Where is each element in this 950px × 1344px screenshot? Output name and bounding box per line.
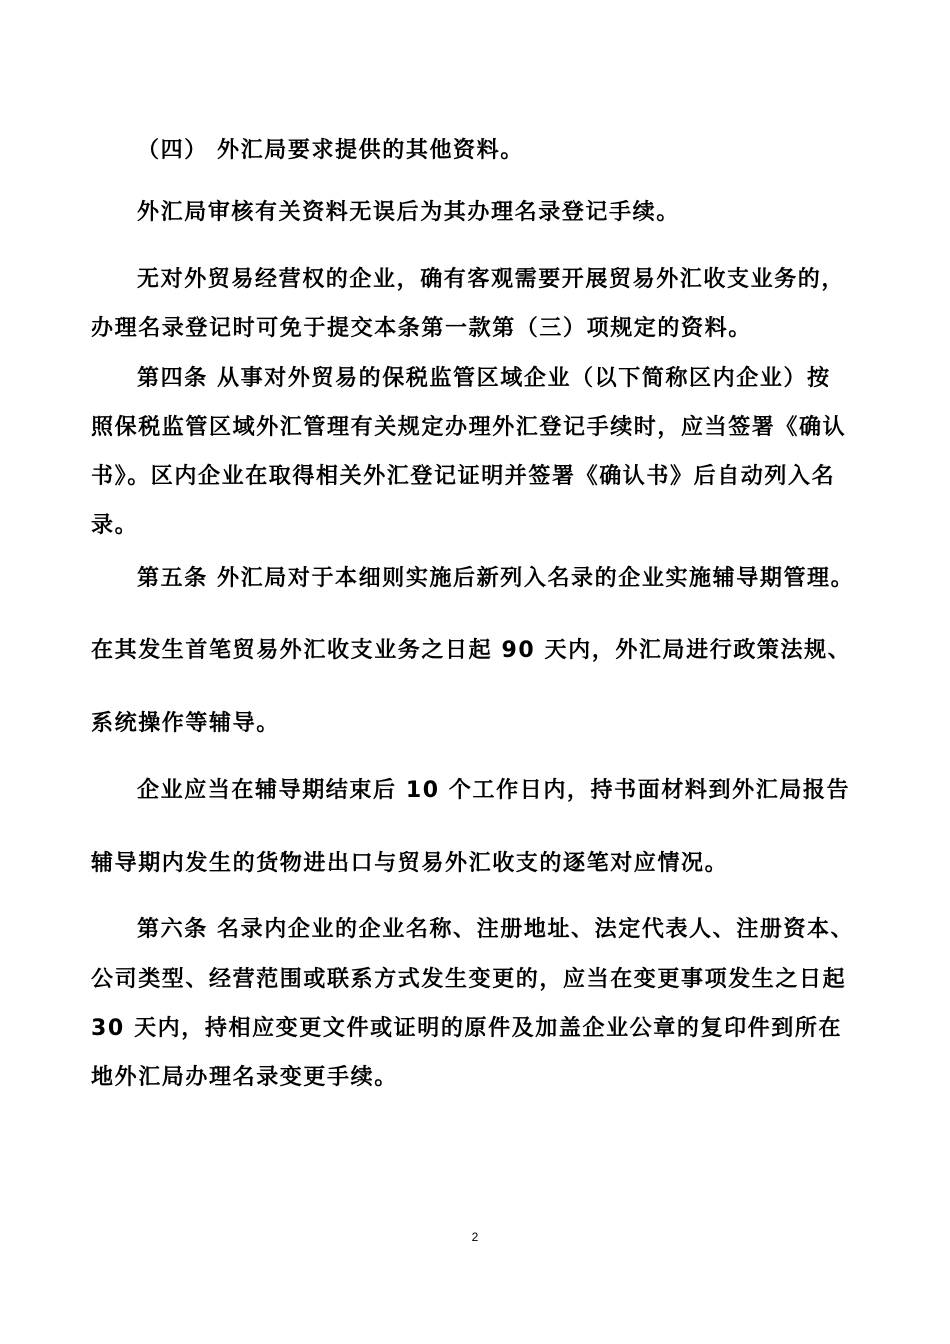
article-4-line-1: 第四条 从事对外贸易的保税监管区域企业（以下简称区内企业）按 (137, 366, 831, 391)
article-6-line-4: 地外汇局办理名录变更手续。 (91, 1065, 398, 1090)
page-number: 2 (471, 1230, 479, 1244)
text-line-2: 外汇局审核有关资料无误后为其办理名录登记手续。 (137, 200, 680, 225)
article-4-line-4: 录。 (91, 513, 139, 538)
text-line-1: （四） 外汇局要求提供的其他资料。 (137, 138, 524, 163)
text-line-13: 辅导期内发生的货物进出口与贸易外汇收支的逐笔对应情况。 (91, 851, 729, 876)
article-6-line-3: 30 天内，持相应变更文件或证明的原件及加盖企业公章的复印件到所在 (91, 1016, 843, 1041)
article-4-line-2: 照保税监管区域外汇管理有关规定办理外汇登记手续时，应当签署《确认 (91, 415, 847, 440)
text-line-3: 无对外贸易经营权的企业，确有客观需要开展贸易外汇收支业务的， (137, 267, 846, 292)
text-line-12: 企业应当在辅导期结束后 10 个工作日内，持书面材料到外汇局报告 (137, 778, 851, 803)
text-line-4: 办理名录登记时可免于提交本条第一款第（三）项规定的资料。 (91, 316, 752, 341)
article-5-line-1: 第五条 外汇局对于本细则实施后新列入名录的企业实施辅导期管理。 (137, 566, 855, 591)
article-5-line-2: 在其发生首笔贸易外汇收支业务之日起 90 天内，外汇局进行政策法规、 (91, 638, 852, 663)
article-6-line-2: 公司类型、经营范围或联系方式发生变更的，应当在变更事项发生之日起 (91, 967, 847, 992)
article-4-line-3: 书》。区内企业在取得相关外汇登记证明并签署《确认书》后自动列入名 (91, 464, 836, 489)
article-5-line-3: 系统操作等辅导。 (91, 711, 280, 736)
article-6-line-1: 第六条 名录内企业的企业名称、注册地址、法定代表人、注册资本、 (137, 917, 855, 942)
